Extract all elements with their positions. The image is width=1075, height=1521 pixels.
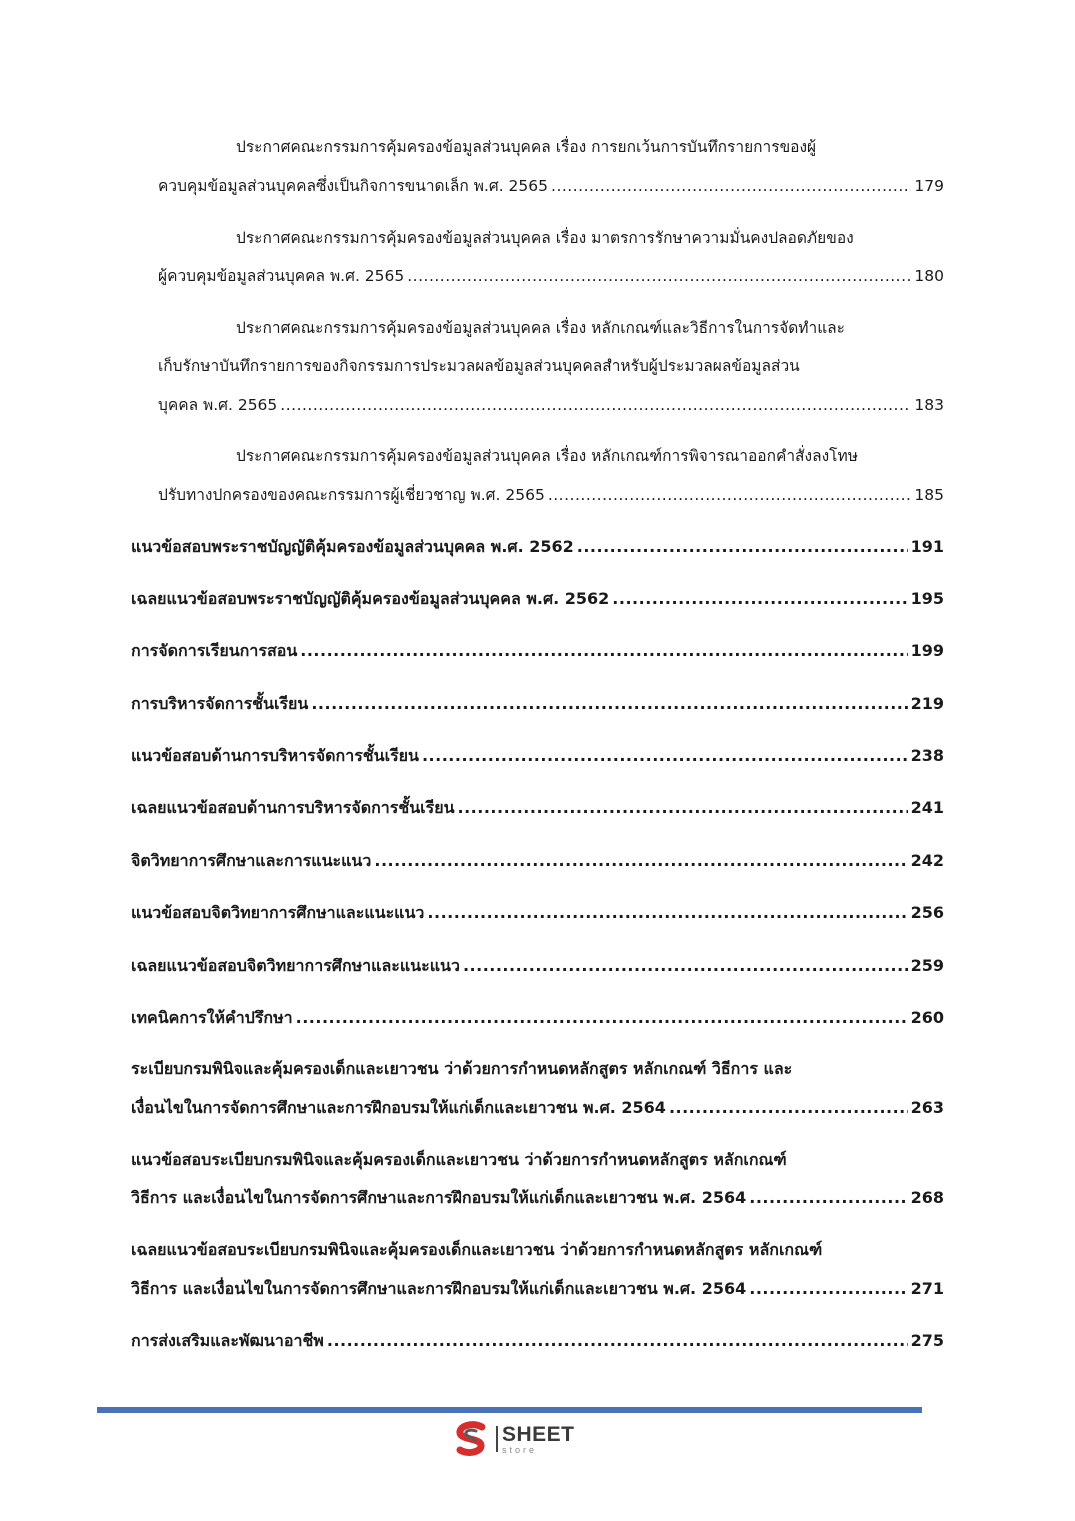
toc-entry-text: เทคนิคการให้คำปรึกษา bbox=[131, 1008, 293, 1027]
leader-dots bbox=[280, 392, 911, 418]
toc-entry-text: เฉลยแนวข้อสอบพระราชบัญญัติคุ้มครองข้อมูลส่วนบุคคล พ.ศ. 2562 bbox=[131, 589, 610, 608]
leader-dots bbox=[296, 1005, 908, 1031]
toc-page-number: 242 bbox=[910, 851, 944, 870]
toc-main-entry-2[interactable] bbox=[131, 586, 944, 612]
toc-entry-text: เฉลยแนวข้อสอบด้านการบริหารจัดการชั้นเรียน bbox=[131, 798, 455, 817]
toc-entry-text: ผู้ควบคุมข้อมูลส่วนบุคคล พ.ศ. 2565 bbox=[158, 267, 405, 285]
toc-sub-entry-4-line2[interactable] bbox=[158, 482, 944, 508]
toc-main-entry-4[interactable] bbox=[131, 691, 944, 717]
toc-main-entry-14[interactable] bbox=[131, 1328, 944, 1354]
leader-dots bbox=[427, 900, 907, 926]
leader-dots bbox=[669, 1095, 908, 1121]
toc-page-number: 180 bbox=[914, 267, 944, 285]
toc-entry-text: ประกาศคณะกรรมการคุ้มครองข้อมูลส่วนบุคคล เรื่อง หลักเกณฑ์และวิธีการในการจัดทำและ bbox=[236, 319, 846, 337]
toc-entry-text: แนวข้อสอบจิตวิทยาการศึกษาและแนะแนว bbox=[131, 903, 425, 922]
toc-entry-text: เก็บรักษาบันทึกรายการของกิจกรรมการประมวลผลข้อมูลส่วนบุคคลสำหรับผู้ประมวลผลข้อมูลส่วน bbox=[158, 357, 800, 375]
footer-rule bbox=[97, 1407, 922, 1413]
toc-sub-entry-3-line2 bbox=[158, 353, 944, 379]
toc-sub-entry-2-line1 bbox=[236, 225, 946, 251]
toc-entry-text: จิตวิทยาการศึกษาและการแนะแนว bbox=[131, 851, 372, 870]
toc-sub-entry-1-line2[interactable] bbox=[158, 173, 944, 199]
logo-subtitle: store bbox=[502, 1444, 538, 1455]
toc-page-number: 259 bbox=[910, 956, 944, 975]
toc-sub-entry-3-line1 bbox=[236, 315, 946, 341]
toc-main-entry-13-line1 bbox=[131, 1237, 944, 1263]
logo-wordmark bbox=[502, 1424, 575, 1455]
toc-page-number: 256 bbox=[910, 903, 944, 922]
toc-entry-text: ปรับทางปกครองของคณะกรรมการผู้เชี่ยวชาญ พ.ศ. 2565 bbox=[158, 486, 545, 504]
toc-entry-text: การจัดการเรียนการสอน bbox=[131, 641, 298, 660]
toc-entry-text: เฉลยแนวข้อสอบระเบียบกรมพินิจและคุ้มครองเด็กและเยาวชน ว่าด้วยการกำหนดหลักสูตร หลักเกณฑ์ bbox=[131, 1240, 823, 1259]
toc-page-number: 183 bbox=[914, 396, 944, 414]
leader-dots bbox=[458, 795, 908, 821]
toc-main-entry-8[interactable] bbox=[131, 900, 944, 926]
toc-entry-text: การบริหารจัดการชั้นเรียน bbox=[131, 694, 309, 713]
toc-page-number: 185 bbox=[914, 486, 944, 504]
leader-dots bbox=[548, 482, 912, 508]
toc-page-number: 260 bbox=[910, 1008, 944, 1027]
toc-main-entry-9[interactable] bbox=[131, 953, 944, 979]
toc-sub-entry-1-line1 bbox=[236, 134, 946, 160]
toc-entry-text: แนวข้อสอบพระราชบัญญัติคุ้มครองข้อมูลส่วนบุคคล พ.ศ. 2562 bbox=[131, 537, 574, 556]
toc-entry-text: ประกาศคณะกรรมการคุ้มครองข้อมูลส่วนบุคคล เรื่อง หลักเกณฑ์การพิจารณาออกคำสั่งลงโทษ bbox=[236, 447, 858, 465]
toc-main-entry-12-line1 bbox=[131, 1147, 944, 1173]
toc-main-entry-10[interactable] bbox=[131, 1005, 944, 1031]
toc-main-entry-6[interactable] bbox=[131, 795, 944, 821]
toc-main-entry-3[interactable] bbox=[131, 638, 944, 664]
toc-entry-text: ระเบียบกรมพินิจและคุ้มครองเด็กและเยาวชน ว่าด้วยการกำหนดหลักสูตร หลักเกณฑ์ วิธีการ และ bbox=[131, 1059, 793, 1078]
toc-entry-text: วิธีการ และเงื่อนไขในการจัดการศึกษาและการฝึกอบรมให้แก่เด็กและเยาวชน พ.ศ. 2564 bbox=[131, 1188, 747, 1207]
toc-page-number: 179 bbox=[914, 177, 944, 195]
toc-page-number: 268 bbox=[910, 1188, 944, 1207]
toc-entry-text: เฉลยแนวข้อสอบจิตวิทยาการศึกษาและแนะแนว bbox=[131, 956, 460, 975]
leader-dots bbox=[300, 638, 907, 664]
leader-dots bbox=[463, 953, 908, 979]
toc-page-number: 195 bbox=[910, 589, 944, 608]
toc-page-number: 238 bbox=[910, 746, 944, 765]
toc-entry-text: ประกาศคณะกรรมการคุ้มครองข้อมูลส่วนบุคคล เรื่อง การยกเว้นการบันทึกรายการของผู้ bbox=[236, 138, 817, 156]
leader-dots bbox=[311, 691, 907, 717]
toc-entry-text: การส่งเสริมและพัฒนาอาชีพ bbox=[131, 1331, 324, 1350]
leader-dots bbox=[407, 263, 911, 289]
toc-page-number: 263 bbox=[910, 1098, 944, 1117]
toc-page-number: 219 bbox=[910, 694, 944, 713]
toc-main-entry-1[interactable] bbox=[131, 534, 944, 560]
toc-page-number: 241 bbox=[910, 798, 944, 817]
toc-sub-entry-4-line1 bbox=[236, 443, 946, 469]
logo-divider bbox=[496, 1426, 498, 1452]
toc-main-entry-7[interactable] bbox=[131, 848, 944, 874]
sheetstore-logo bbox=[452, 1418, 602, 1460]
toc-page-number: 199 bbox=[910, 641, 944, 660]
toc-page-number: 275 bbox=[910, 1331, 944, 1350]
toc-entry-text: บุคคล พ.ศ. 2565 bbox=[158, 396, 278, 414]
leader-dots bbox=[422, 743, 908, 769]
toc-main-entry-13-line2[interactable] bbox=[131, 1276, 944, 1302]
toc-main-entry-11-line1 bbox=[131, 1056, 944, 1082]
leader-dots bbox=[551, 173, 911, 199]
toc-sub-entry-3-line3[interactable] bbox=[158, 392, 944, 418]
toc-entry-text: แนวข้อสอบระเบียบกรมพินิจและคุ้มครองเด็กและเยาวชน ว่าด้วยการกำหนดหลักสูตร หลักเกณฑ์ bbox=[131, 1150, 787, 1169]
toc-entry-text: ควบคุมข้อมูลส่วนบุคคลซึ่งเป็นกิจการขนาดเล็ก พ.ศ. 2565 bbox=[158, 177, 549, 195]
toc-main-entry-11-line2[interactable] bbox=[131, 1095, 944, 1121]
toc-page-number: 191 bbox=[910, 537, 944, 556]
logo-title: SHEET bbox=[502, 1422, 575, 1446]
toc-entry-text: ประกาศคณะกรรมการคุ้มครองข้อมูลส่วนบุคคล เรื่อง มาตรการรักษาความมั่นคงปลอดภัยของ bbox=[236, 229, 854, 247]
toc-entry-text: วิธีการ และเงื่อนไขในการจัดการศึกษาและการฝึกอบรมให้แก่เด็กและเยาวชน พ.ศ. 2564 bbox=[131, 1279, 747, 1298]
toc-entry-text: เงื่อนไขในการจัดการศึกษาและการฝึกอบรมให้แก่เด็กและเยาวชน พ.ศ. 2564 bbox=[131, 1098, 666, 1117]
toc-entry-text: แนวข้อสอบด้านการบริหารจัดการชั้นเรียน bbox=[131, 746, 419, 765]
leader-dots bbox=[612, 586, 907, 612]
leader-dots bbox=[327, 1328, 908, 1354]
leader-dots bbox=[749, 1185, 907, 1211]
leader-dots bbox=[749, 1276, 907, 1302]
toc-main-entry-5[interactable] bbox=[131, 743, 944, 769]
leader-dots bbox=[577, 534, 908, 560]
toc-page-number: 271 bbox=[910, 1279, 944, 1298]
sheetstore-logo-icon bbox=[452, 1419, 492, 1459]
toc-main-entry-12-line2[interactable] bbox=[131, 1185, 944, 1211]
leader-dots bbox=[374, 848, 907, 874]
toc-sub-entry-2-line2[interactable] bbox=[158, 263, 944, 289]
